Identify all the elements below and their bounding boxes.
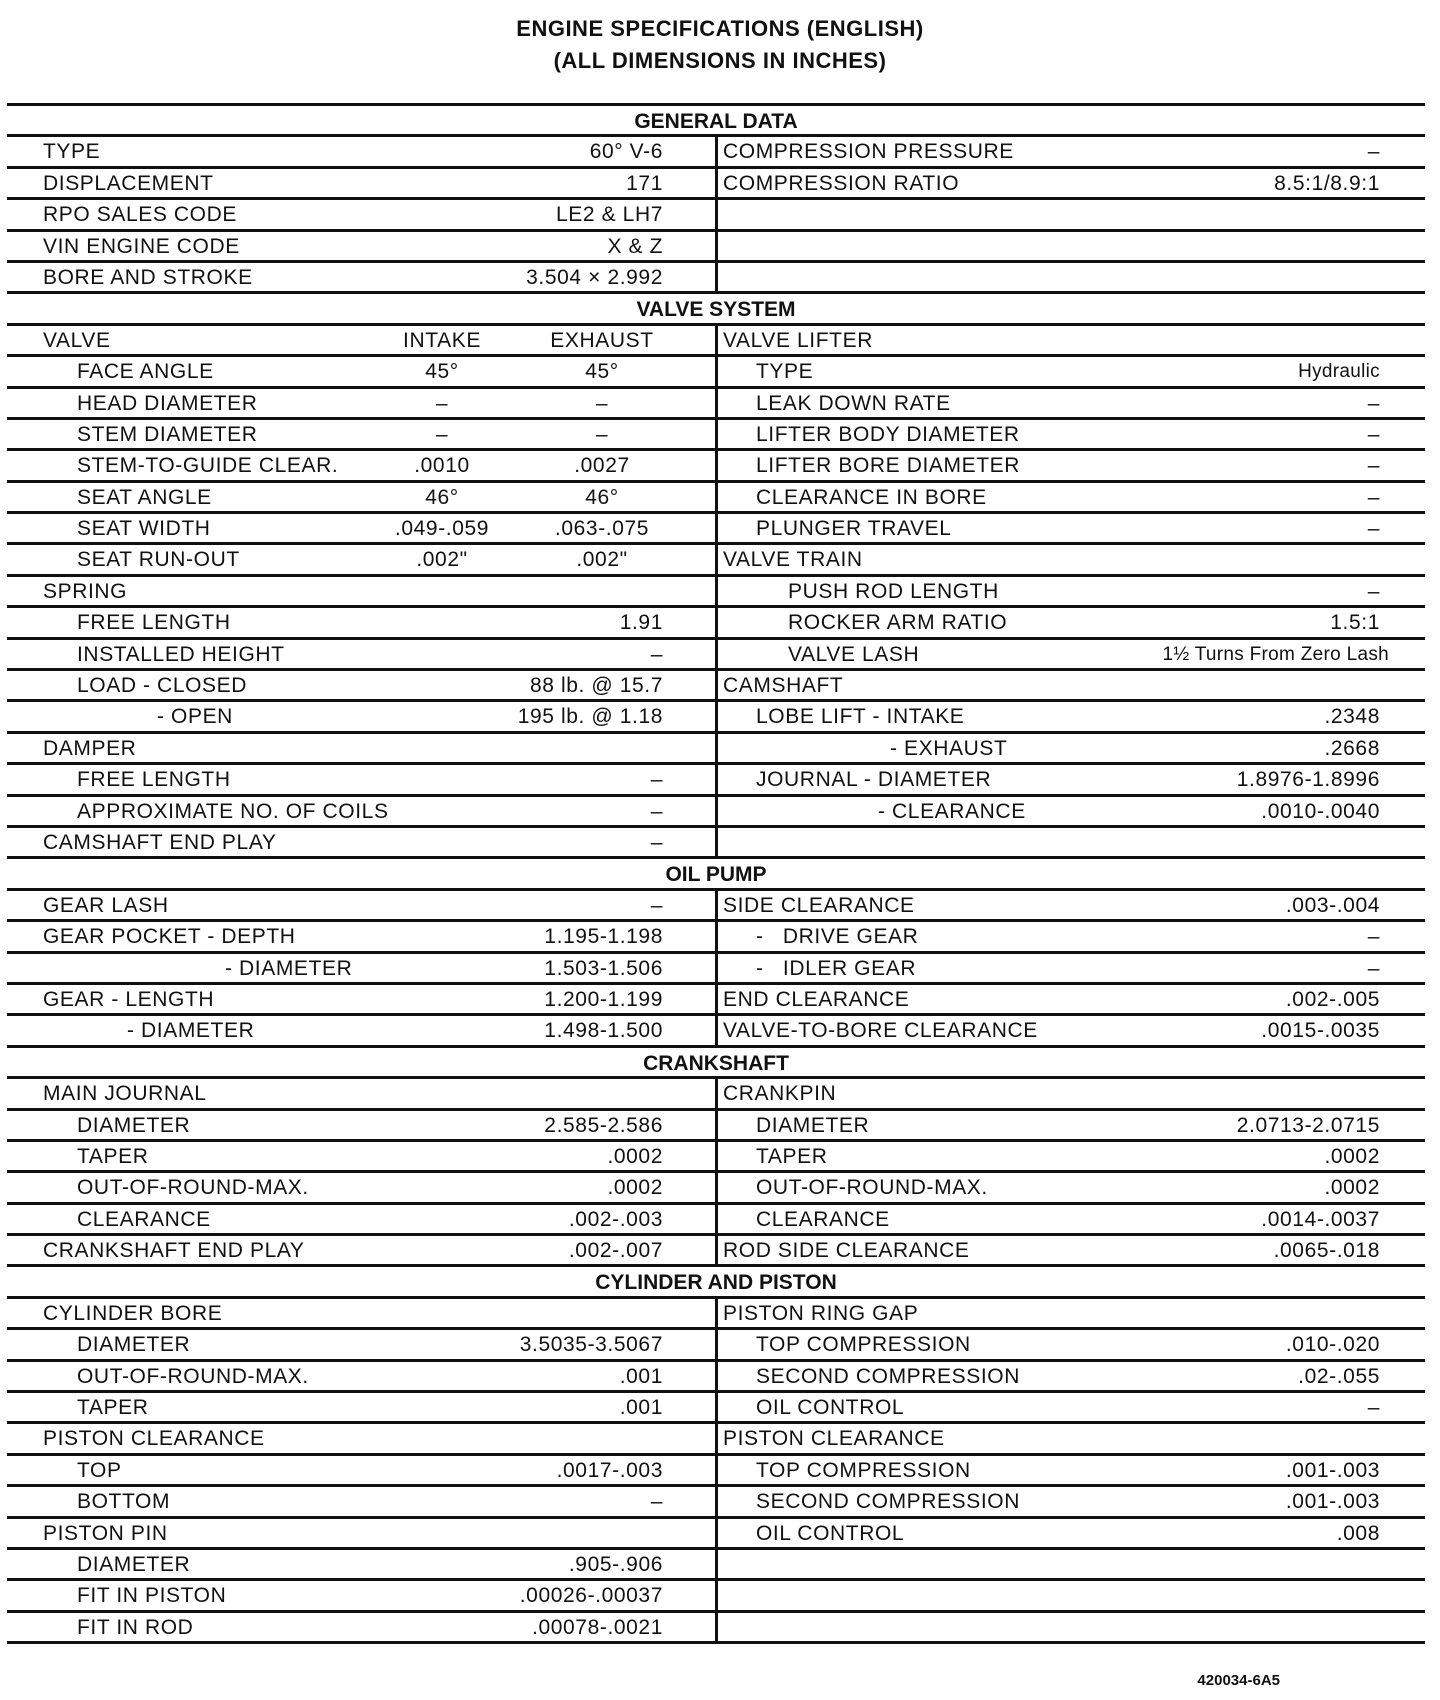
table-row [7,197,1425,228]
spec-label: GEAR LASH [43,893,169,917]
exhaust-value: .063-.075 [554,517,650,541]
intake-value: – [435,391,449,415]
spec-value: – [650,642,663,666]
table-row [7,825,1425,856]
spec-label: TYPE [756,360,814,384]
spec-label: TAPER [77,1144,149,1168]
spec-value: .2668 [1324,736,1380,760]
spec-value: 1.503-1.506 [544,956,663,980]
spec-label: DIAMETER [77,1333,191,1357]
spec-value: 60° V-6 [589,140,663,164]
spec-table [7,103,1425,1644]
spec-label: TOP COMPRESSION [756,1333,971,1357]
spec-value: 1.195-1.198 [544,925,663,949]
section-heading-oil-pump: OIL PUMP [7,856,1425,887]
section-heading-cylinder-and-piston: CYLINDER AND PISTON [7,1264,1425,1295]
table-row [7,1547,1425,1578]
exhaust-value: – [595,391,609,415]
spec-label: TAPER [756,1144,828,1168]
spec-label: LEAK DOWN RATE [756,391,951,415]
spec-value: 1.8976-1.8996 [1236,768,1380,792]
table-row [7,574,1425,605]
table-row [7,260,1425,291]
spec-value: .010-.020 [1285,1333,1380,1357]
document-title: ENGINE SPECIFICATIONS (ENGLISH) [516,16,924,41]
spec-value: – [650,1490,663,1514]
column-header-intake: INTAKE [403,328,481,352]
spec-value: .002-.005 [1285,987,1380,1011]
spec-label: INSTALLED HEIGHT [77,642,285,666]
spec-value: – [1367,956,1380,980]
spec-label: PISTON PIN [43,1521,168,1545]
table-row [7,1390,1425,1421]
spec-label: DIAMETER [77,1113,191,1137]
spec-value: 1.91 [619,611,663,635]
spec-label: GEAR POCKET - DEPTH [43,925,296,949]
spec-value: 1.200-1.199 [544,987,663,1011]
intake-value: – [435,422,449,446]
spec-label: VALVE-TO-BORE CLEARANCE [723,1019,1038,1043]
spec-label: FACE ANGLE [77,360,214,384]
spec-label: DIAMETER [756,1113,870,1137]
table-row [7,668,1425,699]
spec-value: Hydraulic [1298,361,1380,383]
spec-value: – [1367,422,1380,446]
spec-value: X & Z [607,234,663,258]
spec-label: FIT IN PISTON [77,1584,227,1608]
table-row [7,1296,1425,1327]
section-heading-valve-system: VALVE SYSTEM [7,291,1425,322]
spec-label: TAPER [77,1396,149,1420]
spec-label: OUT-OF-ROUND-MAX. [77,1364,309,1388]
table-row [7,1013,1425,1044]
table-row [7,762,1425,793]
table-row [7,1421,1425,1452]
spec-label: LIFTER BORE DIAMETER [756,454,1021,478]
spec-value: .0014-.0037 [1261,1207,1380,1231]
spec-value: 1.5:1 [1330,611,1380,635]
spec-value: .905-.906 [568,1552,663,1576]
spec-value: .002-.003 [568,1207,663,1231]
spec-value: 195 lb. @ 1.18 [517,705,663,729]
exhaust-value: .002" [576,548,628,572]
exhaust-value: .0027 [574,454,630,478]
exhaust-value: 46° [585,485,619,509]
table-row [7,637,1425,668]
table-row [7,888,1425,919]
spec-label: TOP COMPRESSION [756,1458,971,1482]
spec-value: 88 lb. @ 15.7 [529,674,663,698]
spec-value: 1.498-1.500 [544,1019,663,1043]
spec-label: VALVE LASH [788,642,920,666]
spec-value: .001 [619,1364,663,1388]
spec-value: 1½ Turns From Zero Lash [1162,643,1389,665]
spec-label: - IDLER GEAR [756,956,917,980]
spec-label: CLEARANCE IN BORE [756,485,987,509]
spec-label: - OPEN [157,705,233,729]
spec-label: DIAMETER [77,1552,191,1576]
spec-label: DAMPER [43,736,137,760]
table-row [7,605,1425,636]
table-row [7,1327,1425,1358]
table-row [7,323,1425,354]
spec-label: CYLINDER BORE [43,1301,223,1325]
table-row [7,919,1425,950]
table-bottom-rule [7,1641,1425,1644]
section-heading-crankshaft: CRANKSHAFT [7,1045,1425,1076]
spec-label: PISTON CLEARANCE [723,1427,945,1451]
spec-label: - DIAMETER [127,1019,255,1043]
spec-label: CLEARANCE [756,1207,890,1231]
table-row [7,166,1425,197]
table-row [7,1233,1425,1264]
table-row [7,542,1425,573]
spec-label: CLEARANCE [77,1207,211,1231]
spec-label: PLUNGER TRAVEL [756,517,952,541]
spec-label: SPRING [43,579,128,603]
spec-label: MAIN JOURNAL [43,1082,207,1106]
spec-label: COMPRESSION RATIO [723,171,960,195]
intake-value: 45° [425,360,459,384]
table-row [7,417,1425,448]
spec-label: TYPE [43,140,101,164]
spec-label: APPROXIMATE NO. OF COILS [77,799,389,823]
table-row [7,1108,1425,1139]
spec-label: STEM DIAMETER [77,422,258,446]
spec-label: JOURNAL - DIAMETER [756,768,992,792]
spec-value: 3.5035-3.5067 [519,1333,663,1357]
spec-label: - EXHAUST [890,736,1008,760]
table-row [7,511,1425,542]
table-row [7,1610,1425,1641]
spec-label: - CLEARANCE [878,799,1026,823]
spec-label: HEAD DIAMETER [77,391,258,415]
spec-label: SECOND COMPRESSION [756,1490,1020,1514]
spec-label: LOAD - CLOSED [77,674,248,698]
spec-value: .008 [1336,1521,1380,1545]
table-row [7,1202,1425,1233]
spec-label: OIL CONTROL [756,1396,905,1420]
intake-value: .049-.059 [394,517,490,541]
spec-value: .00026-.00037 [519,1584,663,1608]
table-row [7,134,1425,165]
spec-label: STEM-TO-GUIDE CLEAR. [77,454,339,478]
spec-value: .001 [619,1396,663,1420]
spec-label: PUSH ROD LENGTH [788,579,999,603]
spec-value: .02-.055 [1298,1364,1380,1388]
spec-value: .0010-.0040 [1261,799,1380,823]
spec-label: FIT IN ROD [77,1615,194,1639]
table-row [7,1578,1425,1609]
spec-label: END CLEARANCE [723,987,910,1011]
spec-value: .0017-.003 [556,1458,663,1482]
spec-label: BOTTOM [77,1490,171,1514]
intake-value: 46° [425,485,459,509]
table-row [7,1139,1425,1170]
spec-value: – [1367,517,1380,541]
spec-value: 2.0713-2.0715 [1236,1113,1380,1137]
spec-value: – [1367,140,1380,164]
spec-value: – [1367,1396,1380,1420]
spec-label: PISTON CLEARANCE [43,1427,265,1451]
spec-label: BORE AND STROKE [43,265,253,289]
spec-label: LIFTER BODY DIAMETER [756,422,1020,446]
spec-label: CAMSHAFT [723,674,844,698]
spec-value: 3.504 × 2.992 [526,265,663,289]
spec-value: – [1367,925,1380,949]
table-row [7,731,1425,762]
spec-value: – [650,768,663,792]
spec-label: LOBE LIFT - INTAKE [756,705,965,729]
spec-label: DISPLACEMENT [43,171,214,195]
spec-value: – [1367,579,1380,603]
spec-label: - DIAMETER [225,956,353,980]
spec-value: – [650,893,663,917]
spec-label: VALVE TRAIN [723,548,863,572]
table-row [7,1516,1425,1547]
spec-label: COMPRESSION PRESSURE [723,140,1014,164]
table-row [7,1170,1425,1201]
spec-label: VALVE LIFTER [723,328,873,352]
table-row [7,982,1425,1013]
spec-value: .002-.007 [568,1239,663,1263]
spec-value: – [1367,485,1380,509]
spec-value: .0002 [607,1176,663,1200]
table-row [7,386,1425,417]
document-subtitle: (ALL DIMENSIONS IN INCHES) [553,48,887,73]
exhaust-value: – [595,422,609,446]
spec-label: SECOND COMPRESSION [756,1364,1020,1388]
spec-label: SIDE CLEARANCE [723,893,915,917]
spec-label: FREE LENGTH [77,768,231,792]
spec-label: VALVE [43,328,111,352]
intake-value: .0010 [414,454,470,478]
table-row [7,448,1425,479]
table-row [7,1453,1425,1484]
spec-value: .2348 [1324,705,1380,729]
spec-value: .0002 [1324,1176,1380,1200]
spec-label: SEAT ANGLE [77,485,212,509]
spec-label: RPO SALES CODE [43,203,237,227]
spec-value: 8.5:1/8.9:1 [1274,171,1380,195]
spec-value: .0015-.0035 [1261,1019,1380,1043]
spec-label: OUT-OF-ROUND-MAX. [77,1176,309,1200]
spec-label: TOP [77,1458,122,1482]
spec-label: GEAR - LENGTH [43,987,215,1011]
spec-value: 171 [626,171,663,195]
spec-value: .001-.003 [1285,1458,1380,1482]
spec-value: LE2 & LH7 [556,203,663,227]
table-row [7,1076,1425,1107]
spec-label: CAMSHAFT END PLAY [43,830,277,854]
spec-value: .001-.003 [1285,1490,1380,1514]
table-row [7,1359,1425,1390]
spec-label: VIN ENGINE CODE [43,234,240,258]
spec-value: .003-.004 [1285,893,1380,917]
spec-label: ROCKER ARM RATIO [788,611,1008,635]
table-row [7,951,1425,982]
spec-label: ROD SIDE CLEARANCE [723,1239,970,1263]
spec-value: – [1367,454,1380,478]
spec-value: – [1367,391,1380,415]
table-row [7,480,1425,511]
spec-value: .0065-.018 [1273,1239,1380,1263]
spec-value: .00078-.0021 [532,1615,663,1639]
spec-value: – [650,830,663,854]
table-row [7,699,1425,730]
exhaust-value: 45° [585,360,619,384]
spec-label: FREE LENGTH [77,611,231,635]
table-row [7,229,1425,260]
table-row [7,1484,1425,1515]
spec-label: SEAT RUN-OUT [77,548,240,572]
table-row [7,794,1425,825]
spec-label: SEAT WIDTH [77,517,211,541]
spec-value: .0002 [607,1144,663,1168]
spec-value: 2.585-2.586 [544,1113,663,1137]
spec-label: CRANKPIN [723,1082,837,1106]
intake-value: .002" [416,548,468,572]
table-row [7,354,1425,385]
spec-label: PISTON RING GAP [723,1301,919,1325]
spec-label: - DRIVE GEAR [756,925,919,949]
spec-label: CRANKSHAFT END PLAY [43,1239,305,1263]
spec-label: OIL CONTROL [756,1521,905,1545]
spec-value: .0002 [1324,1144,1380,1168]
spec-value: – [650,799,663,823]
section-heading-general-data: GENERAL DATA [7,103,1425,134]
column-header-exhaust: EXHAUST [550,328,654,352]
spec-label: OUT-OF-ROUND-MAX. [756,1176,988,1200]
figure-number: 420034-6A5 [1197,1672,1280,1689]
